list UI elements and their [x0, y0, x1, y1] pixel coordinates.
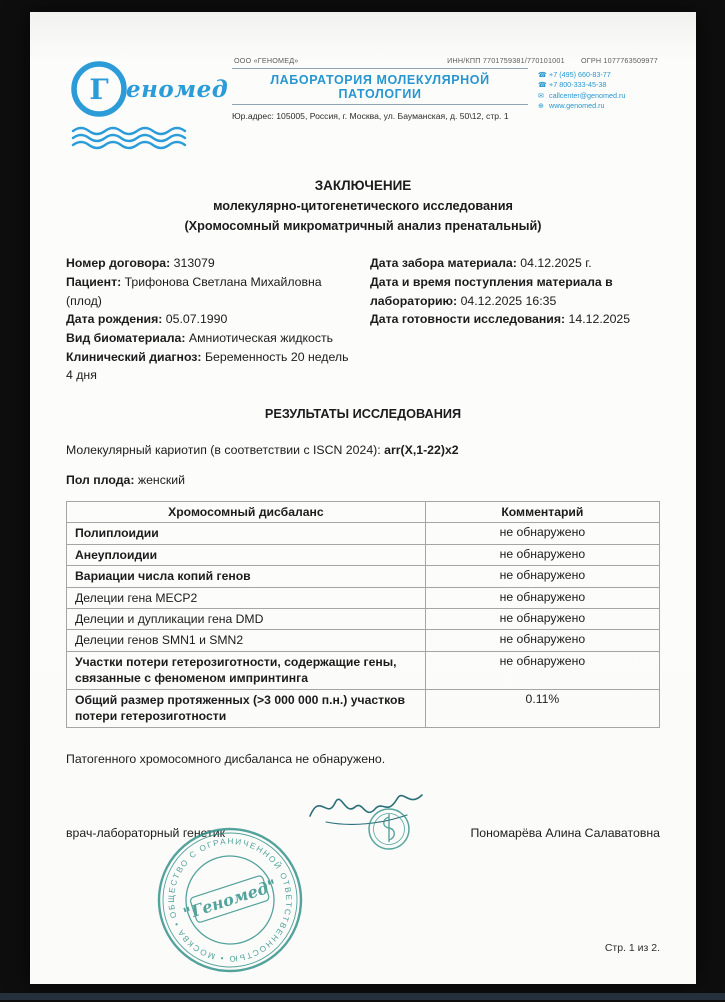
- imbalance-name: Делеции и дупликации гена DMD: [67, 608, 426, 629]
- contract-number-field: [66, 254, 356, 273]
- receipt-datetime-field: [370, 273, 660, 310]
- document-title: [66, 176, 660, 236]
- genomed-logo: [66, 52, 229, 150]
- imbalance-comment: не обнаружено: [425, 651, 659, 689]
- field-value: Амниотическая жидкость: [188, 331, 334, 346]
- field-label: Клинический диагноз:: [66, 349, 202, 364]
- table-row: [67, 651, 660, 689]
- title-line-2: молекулярно-цитогенетического исследования: [213, 198, 513, 213]
- fetus-sex-line: [66, 473, 660, 487]
- field-value: 04.12.2025 16:35: [460, 293, 557, 308]
- field-label: Пациент:: [66, 274, 122, 289]
- doctor-name: Пономарёва Алина Салаватовна: [470, 825, 660, 840]
- imbalance-name: Вариации числа копий генов: [67, 566, 426, 587]
- table-header-row: [67, 502, 660, 523]
- diagnosis-field: [66, 348, 356, 385]
- imbalance-name: Анеуплоидии: [67, 544, 426, 565]
- case-info-right: [370, 254, 660, 385]
- lab-title-block: [232, 68, 528, 121]
- header-mid-row: [232, 68, 660, 121]
- fetus-sex-value: женский: [137, 473, 185, 488]
- ogrn: ОГРН 1077763509977: [580, 56, 658, 65]
- results-section-title: РЕЗУЛЬТАТЫ ИССЛЕДОВАНИЯ: [264, 407, 462, 422]
- field-label: Вид биоматериала:: [66, 331, 186, 346]
- title-line-3: (Хромосомный микроматричный анализ пренатальный): [184, 218, 542, 233]
- header-info: [232, 52, 660, 121]
- table-row: [67, 544, 660, 565]
- contacts-block: [538, 68, 660, 121]
- table-row: [67, 523, 660, 544]
- table-row: [67, 587, 660, 608]
- title-line-1: ЗАКЛЮЧЕНИЕ: [314, 178, 412, 193]
- readiness-date-field: [370, 310, 660, 329]
- inn-kpp: ИНН/КПП 7701759381/770101001: [447, 56, 565, 65]
- birthdate-field: [66, 310, 356, 329]
- patient-field: [66, 273, 356, 310]
- logo-circle-icon: [68, 58, 130, 120]
- field-label: Дата рождения:: [66, 312, 163, 327]
- email-line: [538, 91, 660, 101]
- imbalance-comment: не обнаружено: [425, 566, 659, 587]
- phone-number-1: +7 (495) 660-83-77: [549, 70, 611, 79]
- logo-text: еномед: [126, 76, 229, 103]
- globe-icon: ⊕: [538, 101, 545, 111]
- registration-numbers: [433, 56, 658, 65]
- imbalance-name: Делеции генов SMN1 и SMN2: [67, 630, 426, 651]
- field-label: Дата и время поступления материала в лабораторию:: [370, 274, 613, 308]
- imbalance-name: Общий размер протяженных (>3 000 000 п.н.) участков потери гетерозиготности: [67, 689, 426, 727]
- table-header-comment: Комментарий: [425, 502, 659, 523]
- doctor-role: врач-лабораторный генетик: [66, 825, 225, 840]
- svg-text:Г: Г: [89, 73, 109, 106]
- field-value: 05.07.1990: [165, 312, 228, 327]
- table-header-imbalance: Хромосомный дисбаланс: [67, 502, 426, 523]
- field-label: Дата забора материала:: [370, 256, 517, 271]
- stamp-center-text: "Геномед": [180, 875, 279, 924]
- email-address: callcenter@genomed.ru: [549, 90, 626, 100]
- imbalance-name: Участки потери гетерозиготности, содержащие гены, связанные с феноменом импринтинга: [67, 651, 426, 689]
- fetus-sex-label: Пол плода:: [66, 473, 135, 488]
- imbalance-comment: не обнаружено: [425, 608, 659, 629]
- table-row: [67, 689, 660, 727]
- table-row: [67, 566, 660, 587]
- mail-icon: ✉: [538, 90, 545, 100]
- karyotype-value: arr(X,1-22)x2: [384, 443, 459, 458]
- imbalance-name: Делеции гена MECP2: [67, 587, 426, 608]
- document-header: [66, 52, 660, 150]
- phone-number-2: +7 800-333-45-38: [549, 80, 607, 90]
- field-value: 313079: [173, 256, 215, 271]
- medical-emblem-icon: [366, 806, 412, 852]
- case-info-left: [66, 254, 356, 385]
- legal-address: Юр.адрес: 105005, Россия, г. Москва, ул. Бауманская, д. 50\12, стр. 1: [232, 111, 509, 121]
- field-label: Номер договора:: [66, 256, 171, 271]
- page-number: Стр. 1 из 2.: [604, 942, 660, 954]
- field-label: Дата готовности исследования:: [370, 312, 566, 327]
- field-value: Трифонова Светлана Михайловна (плод): [66, 274, 322, 308]
- field-value: 04.12.2025 г.: [520, 256, 592, 271]
- signature-area: [66, 792, 660, 1002]
- divider-line: [232, 104, 528, 105]
- case-info: [66, 254, 660, 385]
- waves-icon: [70, 126, 202, 150]
- field-value: 14.12.2025: [568, 312, 631, 327]
- phone-line-2: [538, 80, 660, 90]
- results-table: [66, 501, 660, 728]
- website-line: [538, 101, 660, 111]
- lab-title: ЛАБОРАТОРИЯ МОЛЕКУЛЯРНОЙ ПАТОЛОГИИ: [270, 73, 490, 101]
- imbalance-comment: 0.11%: [425, 689, 659, 727]
- imbalance-name: Полиплоидии: [67, 523, 426, 544]
- photo-bottom-edge: [0, 993, 725, 1000]
- company-registration-row: [232, 56, 660, 68]
- phone-icon: ☎: [538, 80, 547, 90]
- imbalance-comment: не обнаружено: [425, 544, 659, 565]
- imbalance-comment: не обнаружено: [425, 587, 659, 608]
- logo-row: [66, 58, 229, 124]
- karyotype-line: [66, 443, 660, 457]
- table-row: [67, 630, 660, 651]
- website-url: www.genomed.ru: [549, 101, 605, 111]
- imbalance-comment: не обнаружено: [425, 630, 659, 651]
- phone-line-1: [538, 70, 660, 80]
- collection-date-field: [370, 254, 660, 273]
- company-name: ООО «ГЕНОМЕД»: [234, 56, 299, 65]
- phone-icon: ☎: [538, 70, 547, 79]
- table-row: [67, 608, 660, 629]
- karyotype-label: Молекулярный кариотип (в соответствии с ISCN 2024):: [66, 443, 381, 458]
- imbalance-comment: не обнаружено: [425, 523, 659, 544]
- biomaterial-field: [66, 329, 356, 348]
- document-page: [30, 12, 696, 984]
- stamp-ring-text: ОБЩЕСТВО С ОГРАНИЧЕННОЙ ОТВЕТСТВЕННОСТЬЮ • МОСКВА •: [166, 836, 294, 963]
- conclusion-text: Патогенного хромосомного дисбаланса не обнаружено.: [66, 751, 386, 766]
- field-value: Беременность 20 недель 4 дня: [66, 349, 349, 383]
